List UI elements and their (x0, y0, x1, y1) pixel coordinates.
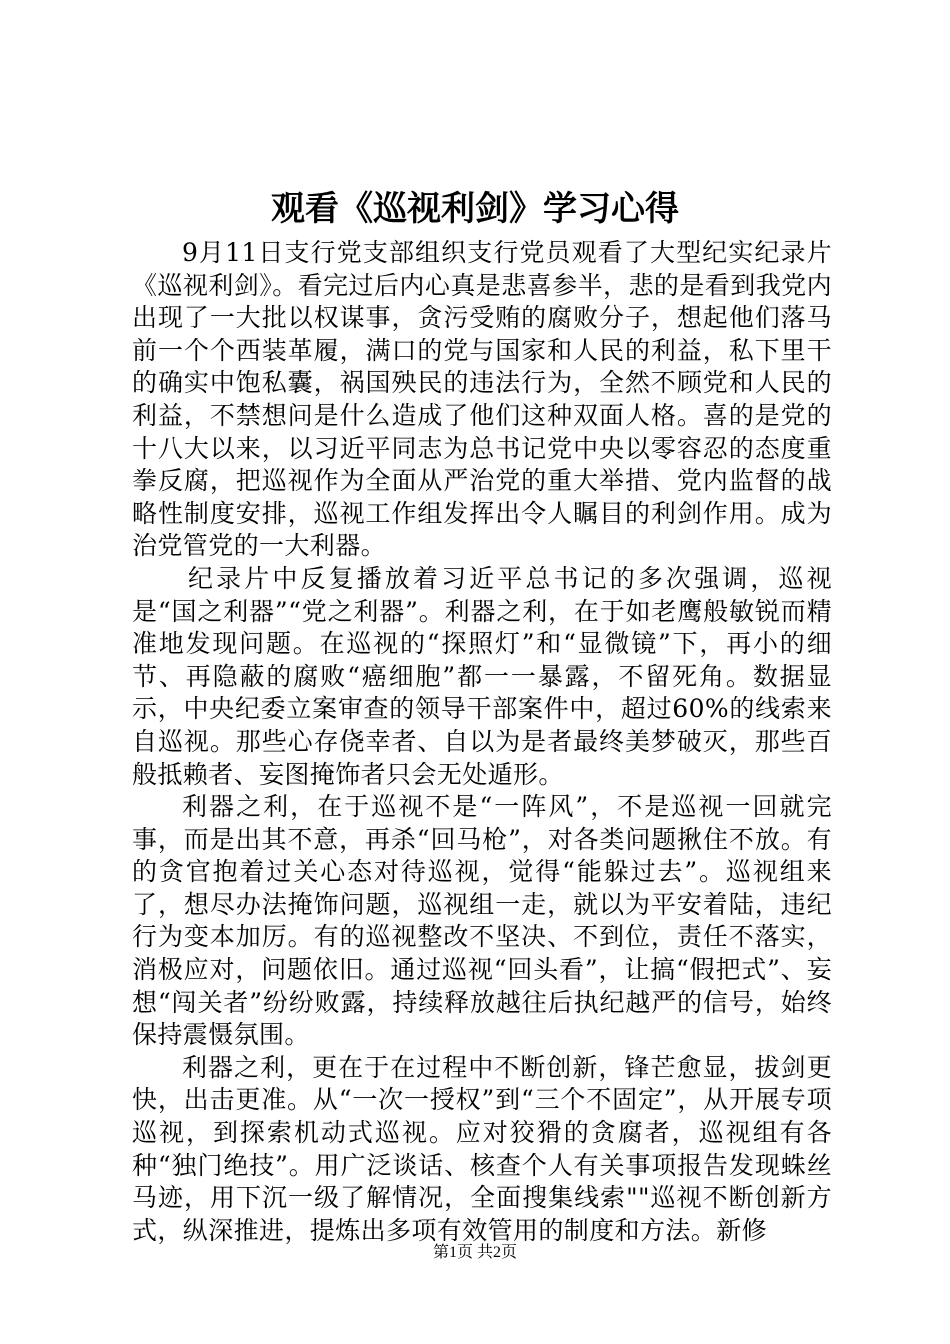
paragraph-3: 利器之利，在于巡视不是“一阵风”，不是巡视一回就完事，而是出其不意，再杀“回马枪”，对各类问题揪住不放。有的贪官抱着过关心态对待巡视，觉得“能躲过去”。巡视组来了，想尽办法掩饰问题，巡视组一走，就以为平安着陆，违纪行为变本加厉。有的巡视整改不坚决、不到位，责任不落实，消极应对，问题依旧。通过巡视“回头看”，让搞“假把式”、妄想“闯关者”纷纷败露，持续释放越往后执纪越严的信号，始终保持震慑氛围。 (132, 792, 832, 1050)
paragraph-2: 纪录片中反复播放着习近平总书记的多次强调，巡视是“国之利器”“党之利器”。利器之利，在于如老鹰般敏锐而精准地发现问题。在巡视的“探照灯”和“显微镜”下，再小的细节、再隐蔽的腐败“癌细胞”都一一暴露，不留死角。数据显示，中央纪委立案审查的领导干部案件中，超过60%的线索来自巡视。那些心存侥幸者、自以为是者最终美梦破灭，那些百般抵赖者、妄图掩饰者只会无处遁形。 (132, 563, 832, 789)
paragraph-4: 利器之利，更在于在过程中不断创新，锋芒愈显，拔剑更快，出击更准。从“一次一授权”到“三个不固定”，从开展专项巡视，到探索机动式巡视。应对狡猾的贪腐者，巡视组有各种“独门绝技”。用广泛谈话、核查个人有关事项报告发现蛛丝马迹，用下沉一级了解情况，全面搜集线索""巡视不断创新方式，纵深推进，提炼出多项有效管用的制度和方法。新修 (132, 1052, 832, 1245)
paragraph-1: 9月11日支行党支部组织支行党员观看了大型纪实纪录片《巡视利剑》。看完过后内心真是悲喜参半，悲的是看到我党内出现了一大批以权谋事，贪污受贿的腐败分子，想起他们落马前一个个西装革履，满口的党与国家和人民的利益，私下里干的确实中饱私囊，祸国殃民的违法行为，全然不顾党和人民的利益，不禁想问是什么造成了他们这种双面人格。喜的是党的十八大以来，以习近平同志为总书记党中央以零容忍的态度重拳反腐，把巡视作为全面从严治党的重大举措、党内监督的战略性制度安排，巡视工作组发挥出令人瞩目的利剑作用。成为治党管党的一大利器。 (132, 238, 832, 561)
page-footer: 第1页 共2页 (432, 1244, 517, 1261)
document-body (132, 237, 832, 1247)
document-title: 观看《巡视利剑》学习心得 (271, 189, 679, 229)
